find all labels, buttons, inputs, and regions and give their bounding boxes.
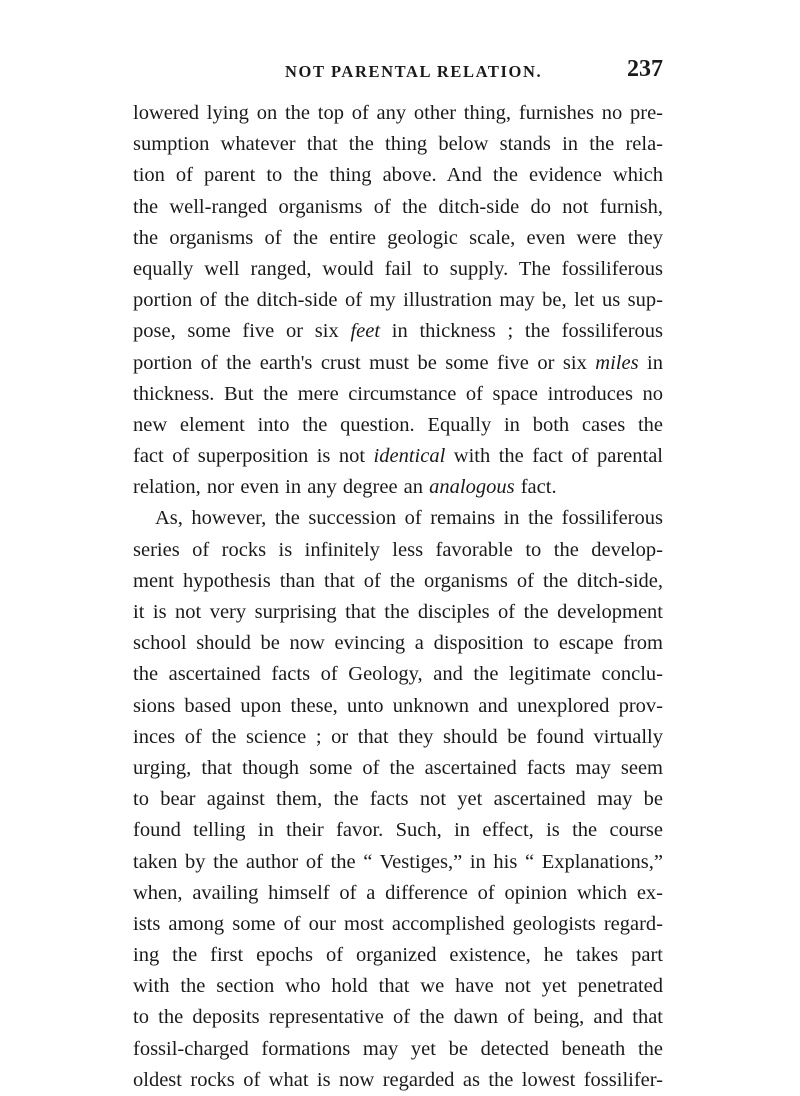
text-line: As, however, the succession of remains in the fossiliferous	[155, 507, 663, 530]
text-line: ing the first epochs of organized existence, he takes part	[133, 944, 663, 967]
text-line: the ascertained facts of Geology, and the legitimate conclu-	[133, 663, 663, 686]
italic-word: identical	[373, 445, 446, 468]
text-line: when, availing himself of a difference of opinion which ex-	[133, 881, 663, 904]
text-line: school should be now evincing a disposition to escape from	[133, 632, 663, 655]
text-segment: with the fact of parental	[453, 445, 663, 468]
text-line: oldest rocks of what is now regarded as the lowest fossilifer-	[133, 1068, 663, 1091]
text-line: ment hypothesis than that of the organisms of the ditch-side,	[133, 569, 663, 592]
text-segment: pose, some five or six	[133, 320, 339, 343]
text-line: lowered lying on the top of any other thing, furnishes no pre-	[133, 102, 663, 124]
text-line: urging, that though some of the ascertained facts may seem	[133, 756, 663, 779]
text-line: series of rocks is infinitely less favorable to the develop-	[133, 538, 663, 561]
text-segment: in thickness ; the fossiliferous	[391, 320, 664, 343]
text-line	[133, 472, 663, 503]
text-line: the organisms of the entire geologic scale, even were they	[133, 226, 663, 249]
text-line: thickness. But the mere circumstance of space introduces no	[133, 382, 663, 405]
text-line: portion of the ditch-side of my illustration may be, let us sup-	[133, 289, 663, 312]
running-title: NOT PARENTAL RELATION.	[285, 62, 543, 81]
text-line: sumption whatever that the thing below stands in the rela-	[133, 133, 663, 156]
text-line: tion of parent to the thing above. And the evidence which	[133, 164, 663, 187]
text-segment: fact of superposition is not	[133, 445, 366, 468]
text-line: equally well ranged, would fail to supply. The fossiliferous	[133, 257, 663, 280]
text-segment: portion of the earth's crust must be some five or six	[133, 351, 587, 374]
italic-word: analogous	[429, 476, 515, 499]
body-text	[133, 98, 663, 1096]
text-line	[133, 441, 663, 472]
text-segment: relation, nor even in any degree an	[133, 476, 424, 499]
italic-word: miles	[595, 351, 639, 374]
text-line: to bear against them, the facts not yet ascertained may be	[133, 788, 663, 811]
text-line: found telling in their favor. Such, in effect, is the course	[133, 819, 663, 842]
text-line: the well-ranged organisms of the ditch-side do not furnish,	[133, 195, 663, 218]
text-line: sions based upon these, unto unknown and unexplored prov-	[133, 694, 663, 717]
text-line: it is not very surprising that the disciples of the development	[133, 601, 663, 623]
text-line	[133, 348, 663, 379]
text-line: taken by the author of the “ Vestiges,” in his “ Explanations,”	[133, 850, 663, 873]
text-segment: fact.	[520, 476, 557, 499]
text-line: inces of the science ; or that they should be found virtually	[133, 725, 663, 748]
text-line: to the deposits representative of the dawn of being, and that	[133, 1006, 663, 1029]
text-line: new element into the question. Equally in both cases the	[133, 413, 663, 436]
text-line	[133, 316, 663, 347]
italic-word: feet	[350, 320, 381, 343]
running-head	[133, 58, 663, 88]
text-line: with the section who hold that we have not yet penetrated	[133, 975, 663, 998]
text-line: ists among some of our most accomplished geologists regard-	[133, 912, 663, 935]
text-line: fossil-charged formations may yet be detected beneath the	[133, 1037, 663, 1060]
text-segment: in	[647, 351, 663, 374]
page-number: 237	[627, 56, 663, 82]
